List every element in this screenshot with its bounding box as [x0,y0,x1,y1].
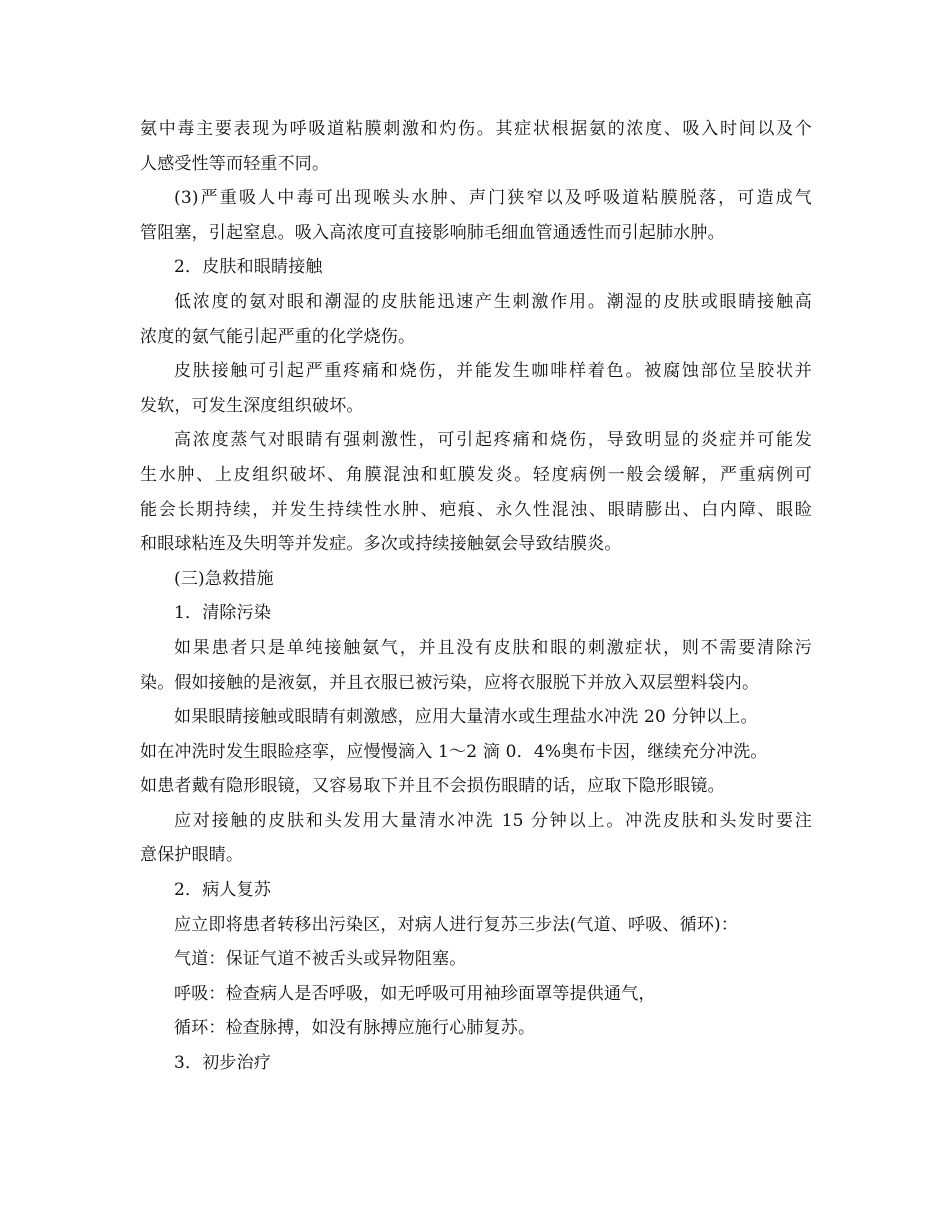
text-line-22: 意保护眼睛。 [140,845,244,866]
text-line-21: 应对接触的皮肤和头发用大量清水冲洗 15 分钟以上。冲洗皮肤和头发时要注 [174,810,812,831]
text-line-24: 应立即将患者转移出污染区，对病人进行复苏三步法(气道、呼吸、循环)： [174,914,739,935]
text-line-26: 呼吸：检查病人是否呼吸，如无呼吸可用袖珍面罩等提供通气， [174,983,656,1004]
text-line-19: 如在冲洗时发生眼睑痉挛，应慢慢滴入 1～2 滴 0．4%奥布卡因，继续充分冲洗。 [140,741,768,762]
text-line-02: 人感受性等而轻重不同。 [140,153,330,174]
section-heading-resuscitation: 2．病人复苏 [174,880,272,901]
document-body [140,112,812,1081]
text-line-20: 如患者戴有隐形眼镜，又容易取下并且不会损伤眼睛的话，应取下隐形眼镜。 [140,776,725,797]
text-line-25: 气道：保证气道不被舌头或异物阻塞。 [174,949,467,970]
text-line-03: (3)严重吸人中毒可出现喉头水肿、声门狭窄以及呼吸道粘膜脱落，可造成气 [174,188,812,209]
section-heading-first-aid: (三)急救措施 [174,568,274,589]
text-line-01: 氨中毒主要表现为呼吸道粘膜刺激和灼伤。其症状根据氨的浓度、吸入时间以及个 [140,119,812,139]
text-line-09: 发软，可发生深度组织破坏。 [140,395,364,416]
section-heading-decontamination: 1．清除污染 [174,603,272,624]
text-line-17: 染。假如接触的是液氨，并且衣服已被污染，应将衣服脱下并放入双层塑料袋内。 [140,672,760,693]
text-line-16: 如果患者只是单纯接触氨气，并且没有皮肤和眼的刺激症状，则不需要清除污 [174,637,812,658]
section-heading-skin-eye-contact: 2．皮肤和眼睛接触 [174,257,323,278]
text-line-07: 浓度的氨气能引起严重的化学烧伤。 [140,326,416,347]
text-line-08: 皮肤接触可引起严重疼痛和烧伤，并能发生咖啡样着色。被腐蚀部位呈胶状并 [174,361,812,382]
text-line-06: 低浓度的氨对眼和潮湿的皮肤能迅速产生刺激作用。潮湿的皮肤或眼睛接触高 [174,291,812,312]
text-line-10: 高浓度蒸气对眼睛有强刺激性，可引起疼痛和烧伤，导致明显的炎症并可能发 [174,430,812,451]
text-line-04: 管阻塞，引起窒息。吸入高浓度可直接影响肺毛细血管通透性而引起肺水肿。 [140,222,725,243]
text-line-27: 循环：检查脉搏，如没有脉搏应施行心肺复苏。 [174,1018,536,1039]
text-line-12: 能会长期持续，并发生持续性水肿、疤痕、永久性混浊、眼睛膨出、白内障、眼睑 [140,499,812,520]
text-line-18: 如果眼睛接触或眼睛有刺激感，应用大量清水或生理盐水冲洗 20 分钟以上。 [174,707,758,728]
text-line-13: 和眼球粘连及失明等并发症。多次或持续接触氨会导致结膜炎。 [140,534,622,555]
text-line-11: 生水肿、上皮组织破坏、角膜混浊和虹膜发炎。轻度病例一般会缓解，严重病例可 [140,464,812,485]
section-heading-initial-treatment: 3．初步治疗 [174,1053,272,1074]
